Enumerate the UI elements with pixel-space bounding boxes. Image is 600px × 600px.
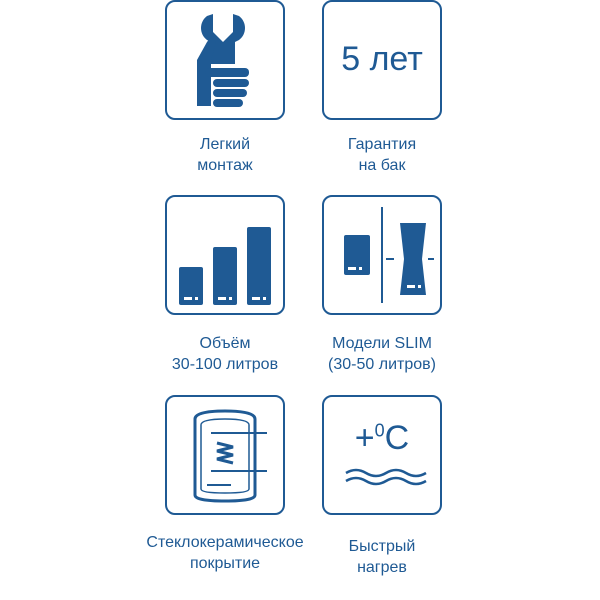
tile-easy-installation xyxy=(165,0,285,120)
caption-warranty: Гарантия на бак xyxy=(347,136,417,174)
warranty-years: 5 лет xyxy=(341,40,423,78)
volume-bars-icon xyxy=(167,197,283,313)
tile-slim-models xyxy=(322,195,442,315)
slim-models-icon xyxy=(324,197,440,313)
temperature-label: +$^0$C xyxy=(354,419,410,457)
tile-volume xyxy=(165,195,285,315)
caption-slim-models: Модели SLIM (30-50 литров) xyxy=(328,335,436,373)
tile-fast-heating xyxy=(322,395,442,515)
wrench-thumbs-up-icon xyxy=(167,2,283,118)
tile-warranty xyxy=(322,0,442,120)
caption-fast-heating: Быстрый нагрев xyxy=(348,538,416,576)
tank-coating-icon xyxy=(167,397,283,513)
heat-waves-icon xyxy=(324,397,440,513)
tile-coating xyxy=(165,395,285,515)
caption-easy-installation: Легкий монтаж xyxy=(197,136,253,174)
caption-coating: Стеклокерамическое покрытие xyxy=(146,534,304,572)
caption-volume: Объём 30-100 литров xyxy=(171,335,279,373)
